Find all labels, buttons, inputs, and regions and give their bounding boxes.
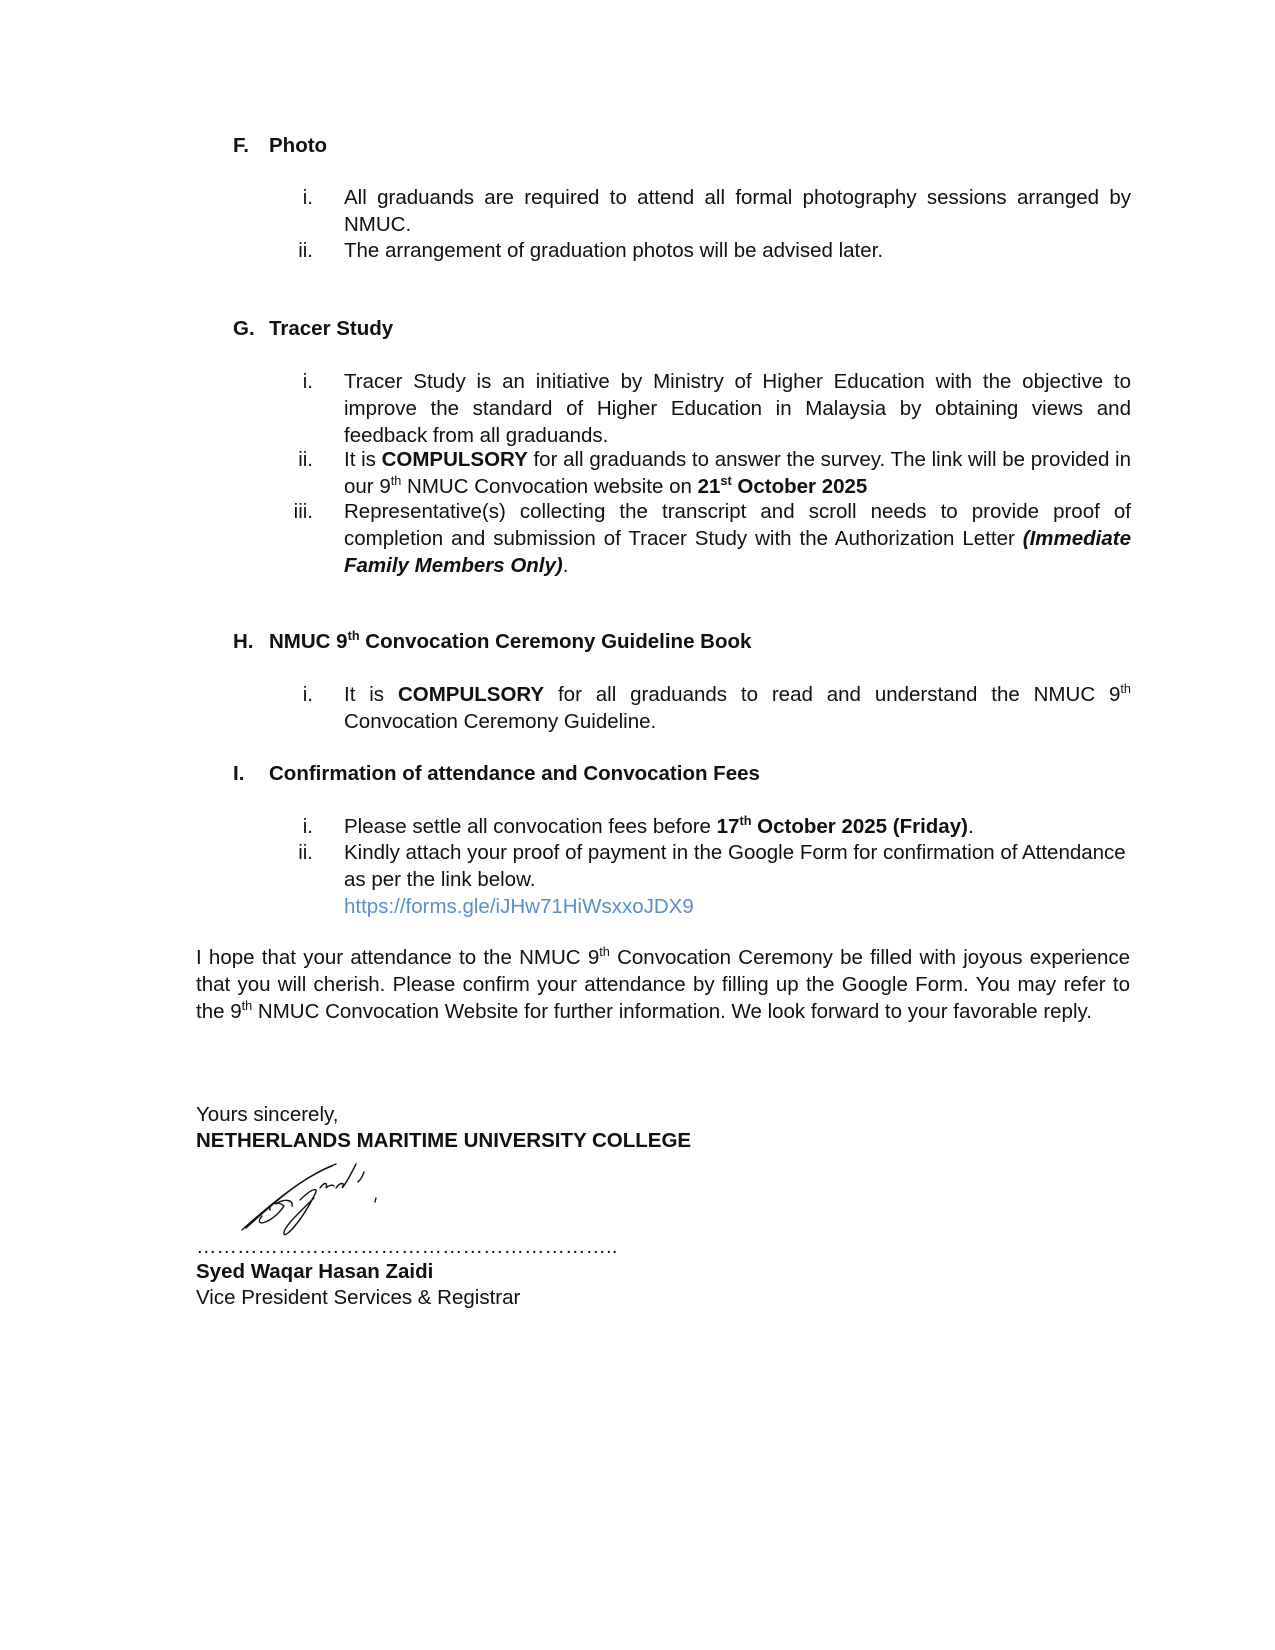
salutation: Yours sincerely, xyxy=(196,1103,339,1126)
emphasis-compulsory: COMPULSORY xyxy=(381,448,528,471)
signature-image xyxy=(232,1158,392,1238)
section-title: NMUC 9 xyxy=(269,630,348,653)
item-number: ii. xyxy=(298,448,313,471)
emphasis-compulsory: COMPULSORY xyxy=(397,683,545,706)
section-letter: G. xyxy=(233,317,255,340)
list-item xyxy=(280,498,1130,579)
closing-paragraph: I hope that your attendance to the NMUC 9th Convocation Ceremony be filled with joyous experience that you will cherish. Please confirm your attendance by filling up the Google Form. You may refer to the 9th NMUC Convocation Website for further information. We look forward to your favorable reply. xyxy=(196,944,1131,1023)
item-number: i. xyxy=(302,815,313,838)
item-text: It is COMPULSORY for all graduands to read and understand the NMUC 9th Convocation Ceremony Guideline. xyxy=(344,681,1131,733)
list-item xyxy=(280,839,1130,920)
list-item xyxy=(280,368,1130,449)
emphasis-family-only: (Immediate Family Members Only) xyxy=(344,527,1131,577)
item-number: i. xyxy=(302,683,313,706)
item-number: i. xyxy=(302,186,313,209)
list-item xyxy=(280,681,1130,735)
item-text: All graduands are required to attend all formal photography sessions arranged by NMUC. xyxy=(344,186,1131,236)
section-letter: H. xyxy=(233,630,254,653)
section-title: Photo xyxy=(269,134,328,157)
handwritten-signature-icon xyxy=(232,1158,392,1238)
deadline-date: 21st October 2025 xyxy=(697,473,868,498)
section-h-heading: H. NMUC 9th Convocation Ceremony Guideline Book xyxy=(233,628,752,653)
signatory-name: Syed Waqar Hasan Zaidi xyxy=(196,1260,434,1283)
organization-name: NETHERLANDS MARITIME UNIVERSITY COLLEGE xyxy=(196,1129,692,1152)
item-text: The arrangement of graduation photos will be advised later. xyxy=(344,239,884,262)
item-text: Please settle all convocation fees before 17th October 2025 (Friday). xyxy=(344,813,974,838)
item-text: It is COMPULSORY for all graduands to answer the survey. The link will be provided in our 9th NMUC Convocation website on 21st October 2025 xyxy=(344,448,1132,498)
item-number: i. xyxy=(302,370,313,393)
list-item xyxy=(280,237,1130,264)
item-text: Representative(s) collecting the transcript and scroll needs to provide proof of completion and submission of Tracer Study with the Authorization Letter (Immediate Family Members Only). xyxy=(344,500,1131,577)
item-number: iii. xyxy=(293,500,313,523)
section-letter: I. xyxy=(233,762,245,785)
section-letter: F. xyxy=(233,134,249,157)
section-g-heading xyxy=(233,317,393,341)
item-text: Tracer Study is an initiative by Ministry of Higher Education with the objective to improve the standard of Higher Education in Malaysia by obtaining views and feedback from all graduands. xyxy=(344,370,1131,447)
list-item xyxy=(280,446,1130,500)
google-form-link[interactable]: https://forms.gle/iJHw71HiWsxxoJDX9 xyxy=(344,895,694,918)
list-item xyxy=(280,184,1130,238)
section-i-heading xyxy=(233,762,760,786)
list-item xyxy=(280,813,1130,840)
section-f-heading xyxy=(233,134,327,158)
item-number: ii. xyxy=(298,841,313,864)
section-title: Tracer Study xyxy=(269,317,394,340)
deadline-date: 17th October 2025 (Friday) xyxy=(716,813,968,838)
signature-line: …………………………………………………….. xyxy=(196,1235,618,1258)
section-title: Confirmation of attendance and Convocation Fees xyxy=(269,762,760,785)
item-text: Kindly attach your proof of payment in the Google Form for confirmation of Attendance as per the link below. https://forms.gle/iJHw71HiWsxxoJDX9 xyxy=(344,841,1126,918)
item-number: ii. xyxy=(298,239,313,262)
signatory-title: Vice President Services & Registrar xyxy=(196,1286,521,1309)
